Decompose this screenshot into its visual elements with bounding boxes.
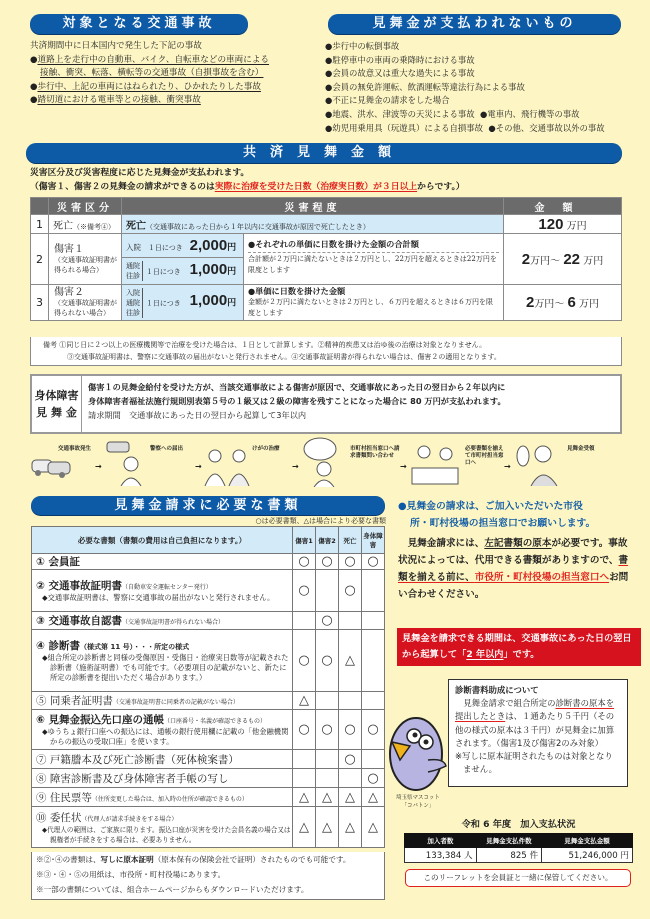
covered-item: ●踏切道における電車等との接触、衝突事故 [30, 95, 201, 106]
mark-disability [362, 750, 385, 769]
document-name: ⑥ 見舞金振込先口座の通帳（口座番号・名義が確認できるもの） ◆ゆうちょ銀行口座への振込には、通帳の銀行使用欄に記載の「他金融機関からの振込の受取口座」を使います。 [32, 710, 293, 750]
mark-injury2 [316, 692, 339, 710]
rule-text: 合計額が２万円に満たないときは２万円とし、22万円を超えるときは22万円を限度とします [248, 255, 497, 274]
documents-table [31, 526, 385, 848]
row-no: 2 [31, 234, 49, 285]
disability-label-line: 見 舞 金 [36, 406, 77, 419]
mark-injury1: △ [293, 692, 316, 710]
col-no [31, 198, 49, 215]
flow-step-submit: 必要書類を揃えて市町村担当窓口へ [465, 446, 504, 466]
row-category: 死亡（※備考④） [49, 215, 122, 234]
row-amount: 120 万円 [504, 215, 622, 234]
injury1-rule [244, 234, 504, 285]
police-report-illustration [105, 440, 145, 486]
mark-injury1: ○ [293, 570, 316, 612]
disability-benefit-box [30, 374, 622, 434]
document-name: ③ 交通事故自認書（交通事故証明書が得られない場合） [32, 612, 293, 630]
documents-header: 見舞金請求に必要な書類 [31, 496, 385, 515]
amounts-intro-line2: （傷害１、傷害２の見舞金の請求ができるのは実際に治療を受けた日数（治療実日数）が３日以上からです。） [30, 182, 465, 192]
col-injury2: 傷害2 [316, 527, 339, 554]
category-label: 傷害２ [54, 287, 84, 298]
claim-period-notice: 見舞金を請求できる期間は、交通事故にあった日の翌日から起算して「2 年以内」です。 [397, 628, 641, 666]
not-paid-item-pair: ● 幼児用乗用具（玩遊具）による自損事故 ● その他、交通事故以外の事故 [325, 122, 645, 136]
documents-header-row [32, 527, 385, 554]
diagnosis-fee-title: 診断書料助成について [455, 685, 539, 695]
document-row [32, 788, 385, 807]
document-name: ④ 診断書（様式第 11 号）・・・所定の様式 ◆組合所定の診断書と同様の受傷原因・受傷日・治療実日数等が記載された診断書（施術証明書）でも可能です。（必要項目の記載がないと、新たに所定の診断書を提出いただく場合があります。） [32, 630, 293, 692]
mark-disability [362, 570, 385, 612]
process-flow [0, 440, 650, 490]
mark-disability: △ [362, 788, 385, 807]
diagnosis-fee-note: ※写しに原本証明されたものは対象となりません。 [455, 751, 613, 775]
flow-arrow: → [292, 462, 299, 471]
mark-injury2 [316, 769, 339, 788]
car-crash-illustration [30, 454, 72, 480]
amounts-header: 共済見舞金額 [26, 143, 622, 163]
mark-injury2 [316, 750, 339, 769]
outpatient-labels: 通院 往診 [126, 261, 143, 281]
covered-item: ●歩行中、上記の車両にはねられたり、ひかれたりした事故 [30, 81, 261, 92]
covered-item: 接触、衝突、転落、横転等の交通事故（自損事故を含む） [40, 68, 264, 79]
note-line: 備考 ①同じ日に２つ以上の医療機関等で治療を受けた場合は、１日として計算します。②精神的疾患又は治ゆ後の治療は対象となりません。 [43, 341, 487, 349]
document-row [32, 750, 385, 769]
row-category [49, 234, 122, 285]
row-category [49, 285, 122, 321]
injury2-labels: 入院 通院 往診 [126, 288, 143, 318]
not-paid-item: ● 会員の故意又は重大な過失による事故 [325, 67, 645, 81]
mark-injury1: ○ [293, 554, 316, 570]
document-detail: ◆組合所定の診断書と同様の受傷原因・受傷日・治療実日数等が記載された診断書（施術証明書）でも可能です。（必要項目の記載がないと、新たに所定の診断書を提出いただく場合があります。） [42, 653, 289, 682]
not-paid-item: ● 歩行中の転倒事故 [325, 40, 645, 54]
stats-payment-count: 825 件 [476, 848, 541, 863]
row-amount: 2万円〜 22 万円 [504, 234, 622, 285]
mark-disability [362, 630, 385, 692]
document-row [32, 612, 385, 630]
col-disability: 身体障害 [362, 527, 385, 554]
row-no: 1 [31, 215, 49, 234]
documents-footnotes [31, 852, 385, 900]
rule-title: ●それぞれの単価に日数を掛けた金額の合計額 [248, 239, 499, 253]
mark-injury2: △ [316, 788, 339, 807]
document-name: ⑧ 障害診断書及び身体障害者手帳の写し [32, 769, 293, 788]
mark-disability [362, 692, 385, 710]
mascot-caption-line: 「コバトン」 [401, 803, 435, 809]
document-name: ⑨ 住民票等（住所変更した場合は、加入時の住所が確認できるもの） [32, 788, 293, 807]
amounts-row-injury2 [31, 285, 622, 321]
document-row [32, 570, 385, 612]
col-death: 死亡 [339, 527, 362, 554]
row-no: 3 [31, 285, 49, 321]
mark-injury2: ○ [316, 612, 339, 630]
disability-line: 傷害１の見舞金給付を受けた方が、当該交通事故による傷害が原因で、交通事故にあった日の翌日から２年以内に [88, 382, 506, 392]
amounts-row-injury1-a [31, 234, 622, 258]
amounts-intro [30, 166, 630, 194]
flow-step-inquiry: 市町村担当窓口へ請求書類問い合わせ [350, 446, 400, 459]
amounts-notes [30, 337, 622, 366]
injury2-rule [244, 285, 504, 321]
disability-line: 請求期間 交通事故にあった日の翌日から起算して3年以内 [88, 410, 307, 420]
mascot-caption [387, 794, 449, 810]
document-row [32, 769, 385, 788]
diagnosis-fee-text: 見舞金請求で組合所定の診断書の原本を提出したときは、１通あたり５千円（その他の様式の原本は３千円）が見舞金に加算されます。（傷害1及び傷害2のみ対象） [455, 698, 615, 748]
flow-arrow: → [400, 462, 407, 471]
not-paid-item-pair: ● 地震、洪水、津波等の天災による事故 ● 電車内、飛行機等の事故 [325, 108, 645, 122]
submit-documents-illustration [410, 442, 460, 486]
documents-legend: ○は必要書類、△は場合により必要な書類 [255, 517, 386, 525]
note-line: ③交通事故証明書は、警察に交通事故の届出がないと発行されません。④交通事故証明書が得られない場合は、傷害２の適用となります。 [67, 353, 501, 361]
mark-death: ○ [339, 570, 362, 612]
amounts-header-row [31, 198, 622, 215]
stats-header: 見舞金支払金額 [542, 834, 633, 848]
not-paid-header: 見舞金が支払われないもの [328, 14, 621, 34]
injury2-rate: 入院 通院 往診 １日につき 1,000円 [122, 285, 244, 321]
mark-disability [362, 612, 385, 630]
mark-injury1: △ [293, 788, 316, 807]
flow-arrow: → [195, 462, 202, 471]
mark-injury2 [316, 570, 339, 612]
mark-injury1: ○ [293, 710, 316, 750]
flow-arrow: → [95, 462, 102, 471]
category-note: （交通事故証明書が得られない場合） [54, 299, 117, 317]
document-row [32, 630, 385, 692]
col-category: 災害区分 [49, 198, 122, 215]
mark-disability: ○ [362, 769, 385, 788]
not-paid-list [325, 40, 645, 135]
mark-death: △ [339, 788, 362, 807]
stats-title: 令和 6 年度 加入支払状況 [461, 819, 576, 830]
row-degree: 死亡（交通事故にあった日から１年以内に交通事故が原因で死亡したとき） [122, 215, 504, 234]
rule-text: 金額が２万円に満たないときは２万円とし、６万円を超えるときは６万円を限度とします [248, 298, 493, 317]
flow-arrow: → [504, 462, 511, 471]
mark-disability: ○ [362, 554, 385, 570]
mark-injury1: ○ [293, 630, 316, 692]
rule-title: ●単価に日数を掛けた金額 [248, 286, 346, 296]
not-paid-item: ● 駐停車中の車両の乗降時における事故 [325, 54, 645, 68]
flow-step-accident: 交通事故発生 [58, 446, 92, 452]
col-degree: 災害程度 [122, 198, 504, 215]
mark-death: ○ [339, 554, 362, 570]
not-paid-item: ● 会員の無免許運転、飲酒運転等違法行為による事故 [325, 81, 645, 95]
mark-injury2: ○ [316, 630, 339, 692]
mark-death [339, 769, 362, 788]
category-note: （交通事故証明書が得られる場合） [54, 255, 117, 274]
covered-item: ●道路上を走行中の自動車、バイク、自転車などの車両による [30, 54, 270, 65]
footnote: ※③・④・⑤の用紙は、市役所・町村役場にあります。 [36, 870, 226, 879]
disability-label-line: 身体障害 [34, 389, 79, 402]
request-headline [398, 498, 595, 532]
outpatient-rate: 通院 往診 １日につき 1,000円 [122, 258, 244, 285]
request-body: 見舞金請求には、左記書類の原本が必要です。事故状況によっては、代用できる書類がありますので、書類を揃える前に、市役所・町村役場の担当窓口へお問い合わせください。 [398, 538, 629, 600]
request-headline-line: 所・町村役場の担当窓口でお願いします。 [410, 518, 596, 529]
document-name: ① 会員証 [32, 554, 293, 570]
row-amount: 2万円〜 6 万円 [504, 285, 622, 321]
document-name: ⑦ 戸籍謄本及び死亡診断書（死体検案書） [32, 750, 293, 769]
stats-value-row [405, 848, 633, 863]
document-row [32, 710, 385, 750]
document-detail: ◆ゆうちょ銀行口座への振込には、通帳の銀行使用欄に記載の「他金融機関からの振込の受取口座」を使います。 [42, 727, 289, 746]
col-amount: 金額 [504, 198, 622, 215]
flow-step-receive: 見舞金受領 [567, 446, 595, 452]
diagnosis-fee-box [448, 679, 628, 787]
stats-header: 加入者数 [405, 834, 477, 848]
disability-line: 身体障害者福祉法施行規則別表第５号の１級又は２級の障害を残すことになった場合に 80 万円が支払われます。 [88, 396, 506, 406]
amounts-row-death [31, 215, 622, 234]
mark-disability: △ [362, 807, 385, 848]
document-detail: ◆代理人の範囲は、ご家族に限ります。振込口座が災害を受けた会員名義の場合又は親権者が手続きをする場合は、必要ありません。 [42, 825, 291, 844]
stats-payment-amount: 51,246,000 円 [542, 848, 633, 863]
footnote: ※②･④の書類は、写しに原本証明（原本保有の保険会社で証明）されたものでも可能です。 [36, 855, 351, 864]
not-paid-item: ● 不正に見舞金の請求をした場合 [325, 94, 645, 108]
disability-text [82, 376, 620, 432]
stats-members: 133,384 人 [405, 848, 477, 863]
disability-label [32, 376, 82, 432]
mark-injury2: ○ [316, 710, 339, 750]
mark-injury1 [293, 769, 316, 788]
mark-injury1 [293, 750, 316, 769]
mark-disability: ○ [362, 710, 385, 750]
amounts-intro-line1: 災害区分及び災害程度に応じた見舞金が支払われます。 [30, 168, 250, 178]
mark-death [339, 692, 362, 710]
covered-intro: 共済期間中に日本国内で発生した下記の事故 [30, 41, 202, 51]
mark-death [339, 612, 362, 630]
document-name: ② 交通事故証明書（自動車安全運転センター発行） ◆交通事故証明書は、警察に交通事故の届出がないと発行されません。 [32, 570, 293, 612]
keep-leaflet-notice: このリーフレットを会員証と一緒に保管してください。 [405, 869, 631, 887]
col-doc: 必要な書類（書類の費用は自己負担になります。） [32, 527, 293, 554]
inquiry-illustration [302, 437, 342, 487]
category-label: 傷害１ [54, 243, 84, 255]
document-row [32, 807, 385, 848]
stats-table [404, 833, 633, 863]
mark-injury1: △ [293, 807, 316, 848]
document-name: ⑤ 同乗者証明書（交通事故証明書に同乗者の記載がない場合） [32, 692, 293, 710]
mark-injury2: △ [316, 807, 339, 848]
mark-death: △ [339, 807, 362, 848]
document-row [32, 692, 385, 710]
request-headline-line: ●見舞金の請求は、ご加入いただいた市役 [398, 501, 583, 512]
mark-death: △ [339, 630, 362, 692]
mark-injury1 [293, 612, 316, 630]
stats-header-row [405, 834, 633, 848]
document-detail: ◆交通事故証明書は、警察に交通事故の届出がないと発行されません。 [42, 593, 275, 602]
flow-step-treatment: けがの治療 [252, 446, 280, 452]
inpatient-rate: 入院 １日につき 2,000円 [122, 234, 244, 258]
footnote: ※一部の書類については、組合ホームページからもダウンロードいただけます。 [36, 885, 309, 894]
covered-accidents-list [30, 40, 320, 108]
mascot-kobaton-illustration [388, 710, 448, 792]
stats-header: 見舞金支払件数 [476, 834, 541, 848]
covered-accidents-header: 対象となる交通事故 [30, 14, 248, 34]
receive-payment-illustration [515, 442, 560, 486]
mark-death: ○ [339, 710, 362, 750]
document-name: ⑩ 委任状（代理人が請求手続きをする場合） ◆代理人の範囲は、ご家族に限ります。振込口座が災害を受けた会員名義の場合又は親権者が手続きをする場合は、必要ありません。 [32, 807, 293, 848]
amounts-table [30, 197, 622, 321]
document-row [32, 554, 385, 570]
mark-injury2: ○ [316, 554, 339, 570]
flow-step-police: 警察への届出 [150, 446, 184, 452]
col-injury1: 傷害1 [293, 527, 316, 554]
treatment-illustration [203, 446, 251, 486]
mascot-caption-line: 埼玉県マスコット [396, 795, 440, 801]
mark-death: ○ [339, 750, 362, 769]
